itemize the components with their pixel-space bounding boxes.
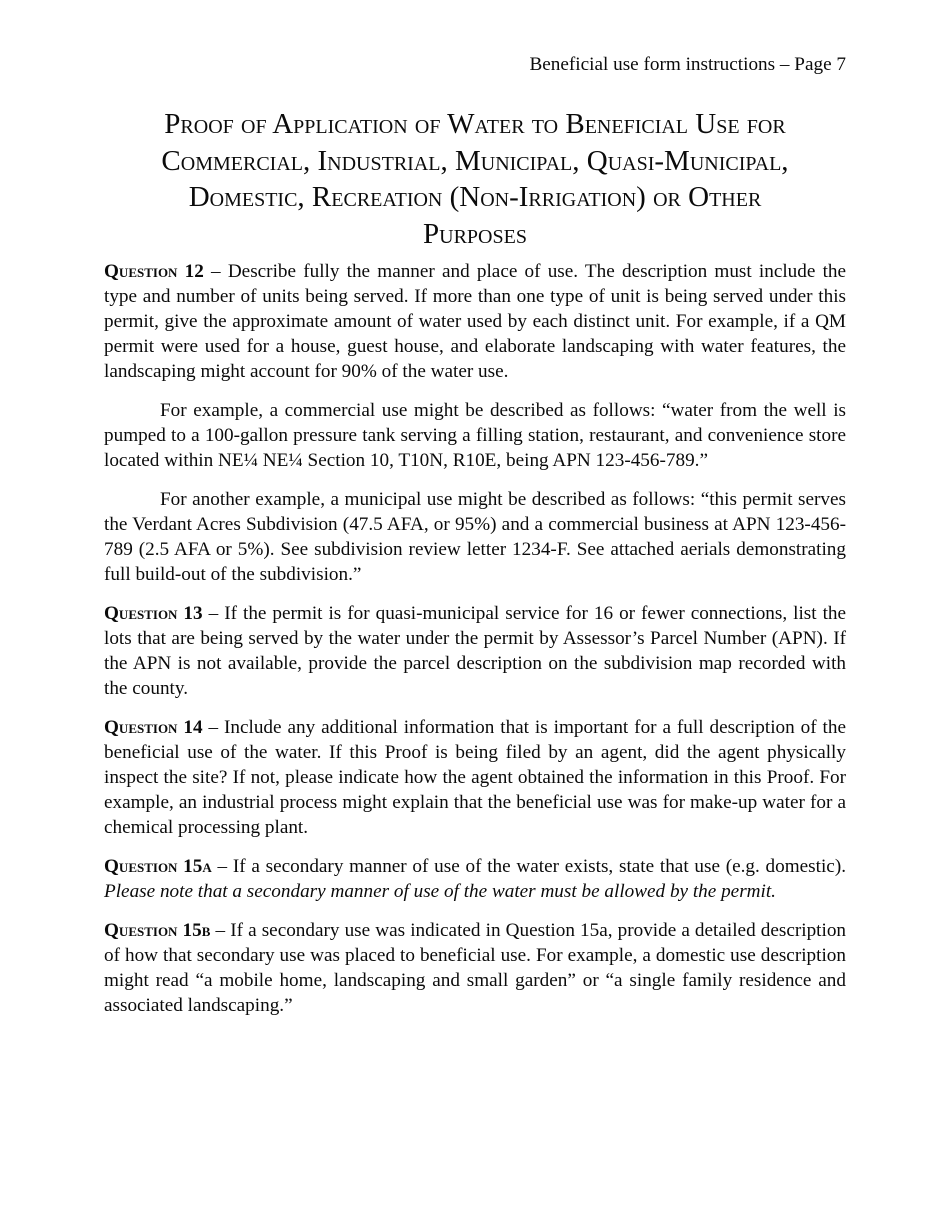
question-14-label: Question 14 [104,717,203,739]
dash-separator: – [217,856,228,878]
page-header: Beneficial use form instructions – Page 7 [529,54,846,75]
title-line-1: Proof of Application of Water to Beneficial Use for [164,108,786,140]
dash-separator: – [208,717,219,739]
question-15a-italic-note: Please note that a secondary manner of use of the water must be allowed by the permit. [104,881,776,903]
example-commercial-text: For example, a commercial use might be described as follows: “water from the well is pumped to a 100-gallon pressure tank serving a filling station, restaurant, and convenience store located within NE¼ NE¼ Section 10, T10N, R10E, being APN 123-456-789.” [104,400,846,472]
question-13-text: If the permit is for quasi-municipal service for 16 or fewer connections, list the lots that are being served by the water under the permit by Assessor’s Parcel Number (APN). If the APN is not available, provide the parcel description on the subdivision map recorded with the county. [104,603,847,700]
question-14-text: Include any additional information that is important for a full description of the beneficial use of the water. If this Proof is being filed by an agent, did the agent physically inspect the site? If not, please indicate how the agent obtained the information in this Proof. For example, an industrial process might explain that the beneficial use was for make-up water for a chemical processing plant. [104,717,846,839]
dash-separator: – [215,920,226,942]
dash-separator: – [211,261,221,283]
question-15a-label: Question 15a [104,856,212,878]
paragraph-question-13 [104,601,846,701]
question-13-label: Question 13 [104,603,203,625]
paragraph-example-municipal [104,487,846,587]
title-line-2: Commercial, Industrial, Municipal, Quasi-Municipal, [161,144,789,177]
title-line-4: Purposes [423,217,527,250]
paragraph-question-15a [104,854,846,904]
paragraph-example-commercial [104,398,846,473]
paragraph-question-14 [104,715,846,840]
paragraph-question-12 [104,259,846,384]
document-body [104,259,846,1018]
document-title [104,106,846,252]
example-municipal-text: For another example, a municipal use might be described as follows: “this permit serves the Verdant Acres Subdivision (47.5 AFA, or 95%) and a commercial business at APN 123-456-789 (2.5 AFA or 5%). See subdivision review letter 1234-F. See attached aerials demonstrating full build-out of the subdivision.” [104,489,846,586]
question-15b-label: Question 15b [104,920,211,942]
question-15b-text: If a secondary use was indicated in Question 15a, provide a detailed description of how that secondary use was placed to beneficial use. For example, a domestic use description might read “a mobile home, landscaping and small garden” or “a single family residence and associated landscaping.” [104,920,847,1017]
dash-separator: – [208,603,219,625]
question-12-label: Question 12 [104,261,204,283]
question-15a-text: If a secondary manner of use of the water exists, state that use (e.g. domestic). [232,856,847,878]
paragraph-question-15b [104,918,846,1018]
title-line-3: Domestic, Recreation (Non-Irrigation) or Other [188,181,762,214]
question-12-text: Describe fully the manner and place of use. The description must include the type and number of units being served. If more than one type of unit is being served under this permit, give the approximate amount of water used by each distinct unit. For example, if a QM permit were used for a house, guest house, and elaborate landscaping with water features, the landscaping might account for 90% of the water use. [104,261,847,383]
